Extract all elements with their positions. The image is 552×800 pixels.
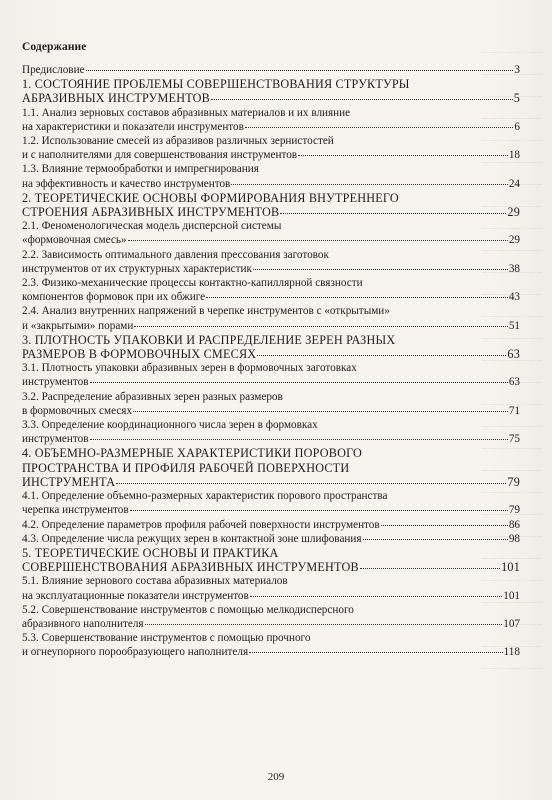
toc-section-entry xyxy=(22,77,520,105)
toc-line xyxy=(22,617,520,631)
toc-line xyxy=(22,63,520,77)
toc-entry-text: 3. ПЛОТНОСТЬ УПАКОВКИ И РАСПРЕДЕЛЕНИЕ ЗЕРЕН РАЗНЫХ xyxy=(22,332,396,347)
toc-line xyxy=(22,432,520,446)
toc-subsection-entry xyxy=(22,276,520,304)
toc-line xyxy=(22,631,520,645)
toc-subsection-entry xyxy=(22,574,520,602)
toc-entry-text: на эксплуатационные показатели инструментов xyxy=(22,589,249,602)
toc-page-number: 5 xyxy=(513,91,520,106)
toc-entry-text: и огнеупорного порообразующего наполнителя xyxy=(22,646,249,659)
toc-line xyxy=(22,390,520,404)
toc-page-number: 107 xyxy=(503,617,520,630)
toc-entries xyxy=(22,63,520,660)
toc-subsection-entry xyxy=(22,219,520,247)
toc-page-number: 101 xyxy=(503,589,520,602)
page-number: 209 xyxy=(267,771,285,783)
toc-line xyxy=(22,418,520,432)
dot-leader xyxy=(116,483,506,484)
toc-line xyxy=(22,248,520,262)
toc-entry-text: на эффективность и качество инструментов xyxy=(22,177,231,190)
toc-page-number: 79 xyxy=(507,474,520,489)
toc-line xyxy=(22,546,520,560)
toc-line xyxy=(22,276,520,290)
toc-entry-text: «формовочная смесь» xyxy=(22,234,127,247)
toc-entry-text: АБРАЗИВНЫХ ИНСТРУМЕНТОВ xyxy=(22,91,211,106)
toc-entry-text: СТРОЕНИЯ АБРАЗИВНЫХ ИНСТРУМЕНТОВ xyxy=(22,205,280,220)
toc-subsection-entry xyxy=(22,603,520,631)
toc-entry-text: черепка инструментов xyxy=(22,504,129,517)
toc-page-number: 29 xyxy=(507,205,520,220)
toc-line xyxy=(22,106,520,120)
toc-entry-text: 2.4. Анализ внутренних напряжений в черепке инструментов с «открытыми» xyxy=(22,305,390,318)
dot-leader xyxy=(253,269,508,270)
toc-page-number: 86 xyxy=(508,518,520,531)
toc-entry-text: 1.3. Влияние термообработки и импрегнирования xyxy=(22,163,259,176)
toc-line xyxy=(22,361,520,375)
toc-entry-text: компонентов формовок при их обжиге xyxy=(22,291,206,304)
dot-leader xyxy=(145,624,503,625)
toc-entry-text: 1. СОСТОЯНИЕ ПРОБЛЕМЫ СОВЕРШЕНСТВОВАНИЯ СТРУКТУРЫ xyxy=(22,77,410,92)
toc-page-number: 43 xyxy=(508,291,520,304)
toc-entry-text: 2.2. Зависимость оптимального давления прессования заготовок xyxy=(22,248,329,261)
toc-section-entry xyxy=(22,191,520,219)
toc-entry-text: РАЗМЕРОВ В ФОРМОВОЧНЫХ СМЕСЯХ xyxy=(22,347,257,362)
toc-entry-text: 3.3. Определение координационного числа зерен в формовках xyxy=(22,419,318,432)
toc-entry-text: 3.2. Распределение абразивных зерен разных размеров xyxy=(22,390,283,403)
toc-page-number: 6 xyxy=(514,120,520,133)
toc-subsection-entry xyxy=(22,162,520,190)
toc-line xyxy=(22,532,520,546)
toc-entry-text: 5.1. Влияние зернового состава абразивных материалов xyxy=(22,575,288,588)
toc-entry-text: 5.2. Совершенствование инструментов с помощью мелкодисперсного xyxy=(22,603,354,616)
toc-entry-text: на характеристики и показатели инструментов xyxy=(22,120,244,133)
toc-line xyxy=(22,205,520,219)
toc-entry-text: 4. ОБЪЕМНО-РАЗМЕРНЫЕ ХАРАКТЕРИСТИКИ ПОРОВОГО xyxy=(22,446,363,461)
toc-line xyxy=(22,219,520,233)
dot-leader xyxy=(381,525,508,526)
toc-line xyxy=(22,304,520,318)
toc-line xyxy=(22,560,520,574)
toc-line xyxy=(22,148,520,162)
toc-subsection-entry xyxy=(22,361,520,389)
toc-entry-text: 2. ТЕОРЕТИЧЕСКИЕ ОСНОВЫ ФОРМИРОВАНИЯ ВНУТРЕННЕГО xyxy=(22,190,399,205)
toc-line xyxy=(22,461,520,475)
toc-entry-text: инструментов от их структурных характеристик xyxy=(22,262,252,275)
toc-entry-text: ПРОСТРАНСТВА И ПРОФИЛЯ РАБОЧЕЙ ПОВЕРХНОСТИ xyxy=(22,460,350,475)
toc-line xyxy=(22,262,520,276)
dot-leader xyxy=(133,411,508,412)
toc-subsection-entry xyxy=(22,106,520,134)
toc-subsection-entry xyxy=(22,390,520,418)
toc-entry-text: ИНСТРУМЕНТА xyxy=(22,474,116,489)
toc-subsection-entry xyxy=(22,631,520,659)
toc-subsection-entry xyxy=(22,304,520,332)
table-of-contents xyxy=(22,40,520,660)
toc-line xyxy=(22,177,520,191)
dot-leader xyxy=(249,652,503,653)
dot-leader xyxy=(298,155,508,156)
dot-leader xyxy=(130,510,508,511)
toc-line xyxy=(22,503,520,517)
toc-line xyxy=(22,603,520,617)
toc-line xyxy=(22,290,520,304)
toc-line xyxy=(22,162,520,176)
toc-entry-text: 2.1. Феноменологическая модель дисперсной системы xyxy=(22,220,282,233)
toc-page-number: 75 xyxy=(508,433,520,446)
toc-line xyxy=(22,134,520,148)
dot-leader xyxy=(90,382,508,383)
toc-section-entry xyxy=(22,333,520,361)
toc-page-number: 24 xyxy=(508,177,520,190)
toc-entry-text: в формовочных смесях xyxy=(22,404,133,417)
toc-subsection-entry xyxy=(22,518,520,532)
toc-entry-text: Предисловие xyxy=(22,64,85,76)
toc-subsection-entry xyxy=(22,248,520,276)
dot-leader xyxy=(90,439,508,440)
toc-line xyxy=(22,120,520,134)
toc-subsection-entry xyxy=(22,489,520,517)
toc-section-entry xyxy=(22,446,520,489)
toc-line xyxy=(22,645,520,659)
toc-page-number: 51 xyxy=(508,319,520,332)
toc-line xyxy=(22,233,520,247)
toc-page-number: 38 xyxy=(508,262,520,275)
toc-page-number: 101 xyxy=(501,560,520,575)
toc-entry-text: 5.3. Совершенствование инструментов с помощью прочного xyxy=(22,632,311,645)
toc-line xyxy=(22,518,520,532)
toc-line xyxy=(22,91,520,105)
dot-leader xyxy=(206,297,508,298)
toc-page-number: 79 xyxy=(508,504,520,517)
toc-line xyxy=(22,589,520,603)
toc-entry-text: инструментов xyxy=(22,433,89,446)
toc-entry-text: 4.2. Определение параметров профиля рабочей поверхности инструментов xyxy=(22,518,380,531)
toc-page-number: 118 xyxy=(503,646,520,659)
toc-entry-text: 5. ТЕОРЕТИЧЕСКИЕ ОСНОВЫ И ПРАКТИКА xyxy=(22,545,279,560)
toc-line xyxy=(22,375,520,389)
toc-entry-text: 2.3. Физико-механические процессы контактно-капиллярной связности xyxy=(22,277,363,290)
toc-subsection-entry xyxy=(22,63,520,77)
toc-entry-text: 1.2. Использование смесей из абразивов различных зернистостей xyxy=(22,135,334,148)
toc-entry-text: 3.1. Плотность упаковки абразивных зерен в формовочных заготовках xyxy=(22,362,357,375)
toc-subsection-entry xyxy=(22,532,520,546)
toc-page-number: 71 xyxy=(508,404,520,417)
toc-page-number: 18 xyxy=(508,149,520,162)
toc-page-number: 29 xyxy=(508,234,520,247)
toc-entry-text: инструментов xyxy=(22,376,89,389)
toc-subsection-entry xyxy=(22,134,520,162)
dot-leader xyxy=(245,127,513,128)
toc-page-number: 98 xyxy=(508,532,520,545)
toc-page-number: 63 xyxy=(507,347,520,362)
toc-page-number: 3 xyxy=(514,64,520,76)
dot-leader xyxy=(363,539,508,540)
toc-line xyxy=(22,347,520,361)
toc-line xyxy=(22,475,520,489)
toc-entry-text: 1.1. Анализ зерновых составов абразивных материалов и их влияние xyxy=(22,106,351,119)
toc-line xyxy=(22,489,520,503)
toc-entry-text: и «закрытыми» порами xyxy=(22,319,134,332)
toc-entry-text: СОВЕРШЕНСТВОВАНИЯ АБРАЗИВНЫХ ИНСТРУМЕНТОВ xyxy=(22,560,359,575)
toc-line xyxy=(22,333,520,347)
dot-leader xyxy=(211,99,513,100)
toc-page-number: 63 xyxy=(508,376,520,389)
dot-leader xyxy=(257,355,506,356)
dot-leader xyxy=(250,596,502,597)
toc-line xyxy=(22,319,520,333)
dot-leader xyxy=(134,326,507,327)
toc-entry-text: 4.1. Определение объемно-размерных характеристик порового пространства xyxy=(22,490,388,503)
toc-line xyxy=(22,191,520,205)
dot-leader xyxy=(128,240,508,241)
dot-leader xyxy=(360,568,500,569)
toc-line xyxy=(22,77,520,91)
toc-entry-text: абразивного наполнителя xyxy=(22,617,144,630)
toc-entry-text: 4.3. Определение числа режущих зерен в контактной зоне шлифования xyxy=(22,532,362,545)
toc-line xyxy=(22,404,520,418)
toc-section-entry xyxy=(22,546,520,574)
dot-leader xyxy=(86,70,514,71)
toc-heading: Содержание xyxy=(22,41,87,53)
toc-entry-text: и с наполнителями для совершенствования инструментов xyxy=(22,149,298,162)
dot-leader xyxy=(231,184,507,185)
toc-line xyxy=(22,574,520,588)
toc-subsection-entry xyxy=(22,418,520,446)
toc-line xyxy=(22,446,520,460)
dot-leader xyxy=(280,213,506,214)
